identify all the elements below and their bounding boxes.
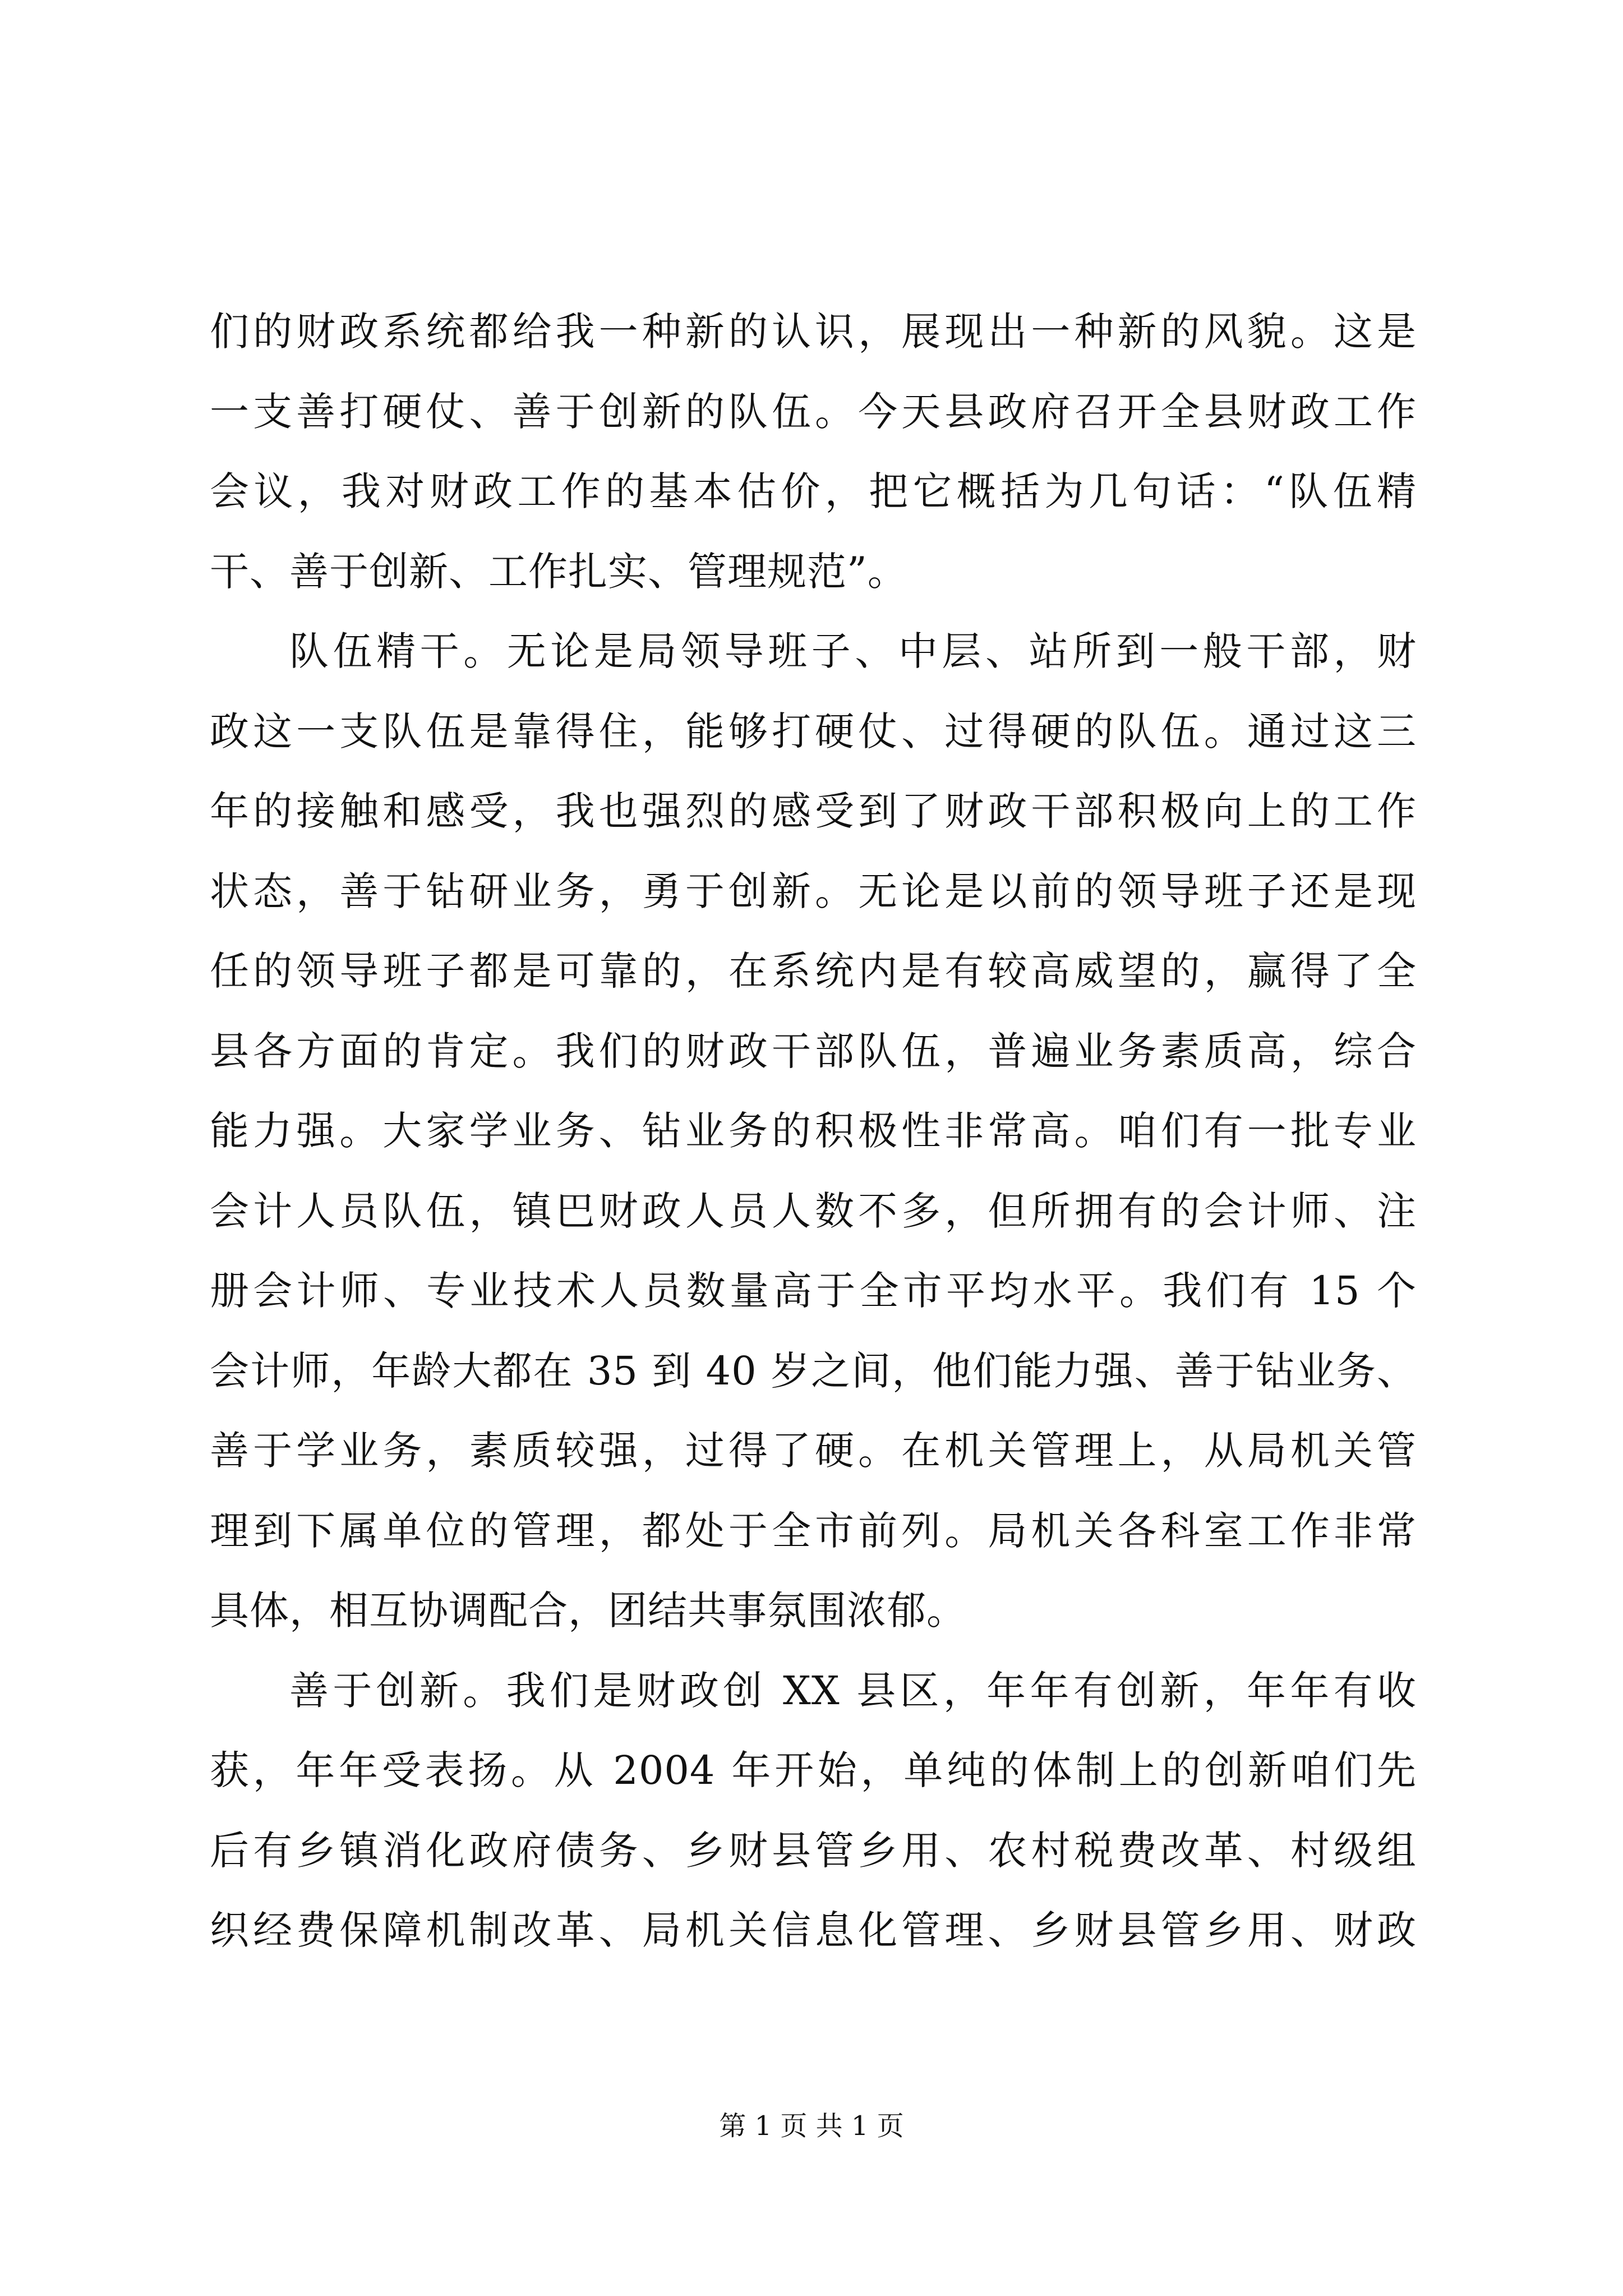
text-line: 会计师，年龄大都在 35 到 40 岁之间，他们能力强、善于钻业务、	[210, 1347, 1417, 1394]
text-line: 获，年年受表扬。从 2004 年开始，单纯的体制上的创新咱们先	[210, 1747, 1417, 1793]
document-body	[210, 292, 1417, 1971]
text-line: 任的领导班子都是可靠的，在系统内是有较高威望的，赢得了全	[210, 948, 1417, 994]
text-line: 后有乡镇消化政府债务、乡财县管乡用、农村税费改革、村级组	[210, 1827, 1417, 1874]
page-number-footer: 第 1 页 共 1 页	[719, 2110, 904, 2142]
text-line: 具体，相互协调配合，团结共事氛围浓郁。	[210, 1588, 966, 1634]
text-line: 县各方面的肯定。我们的财政干部队伍，普遍业务素质高，综合	[210, 1028, 1417, 1074]
text-line: 理到下属单位的管理，都处于全市前列。局机关各科室工作非常	[210, 1507, 1417, 1554]
text-line: 们的财政系统都给我一种新的认识，展现出一种新的风貌。这是	[210, 309, 1417, 355]
text-line: 政这一支队伍是靠得住，能够打硬仗、过得硬的队伍。通过这三	[210, 708, 1417, 754]
text-line: 状态，善于钻研业务，勇于创新。无论是以前的领导班子还是现	[210, 868, 1417, 914]
text-line: 能力强。大家学业务、钻业务的积极性非常高。咱们有一批专业	[210, 1108, 1417, 1154]
text-line: 干、善于创新、工作扎实、管理规范”。	[210, 548, 907, 595]
text-line: 册会计师、专业技术人员数量高于全市平均水平。我们有 15 个	[210, 1268, 1417, 1314]
text-line: 善于学业务，素质较强，过得了硬。在机关管理上，从局机关管	[210, 1428, 1417, 1474]
text-line: 会议，我对财政工作的基本估价，把它概括为几句话：“队伍精	[210, 468, 1417, 514]
text-line: 织经费保障机制改革、局机关信息化管理、乡财县管乡用、财政	[210, 1907, 1417, 1953]
text-line: 会计人员队伍，镇巴财政人员人数不多，但所拥有的会计师、注	[210, 1188, 1417, 1234]
paragraph-start-line: 队伍精干。无论是局领导班子、中层、站所到一般干部，财	[289, 628, 1417, 674]
text-line: 年的接触和感受，我也强烈的感受到了财政干部积极向上的工作	[210, 788, 1417, 834]
text-line: 一支善打硬仗、善于创新的队伍。今天县政府召开全县财政工作	[210, 388, 1417, 435]
paragraph-start-line: 善于创新。我们是财政创 XX 县区，年年有创新，年年有收	[289, 1667, 1417, 1714]
